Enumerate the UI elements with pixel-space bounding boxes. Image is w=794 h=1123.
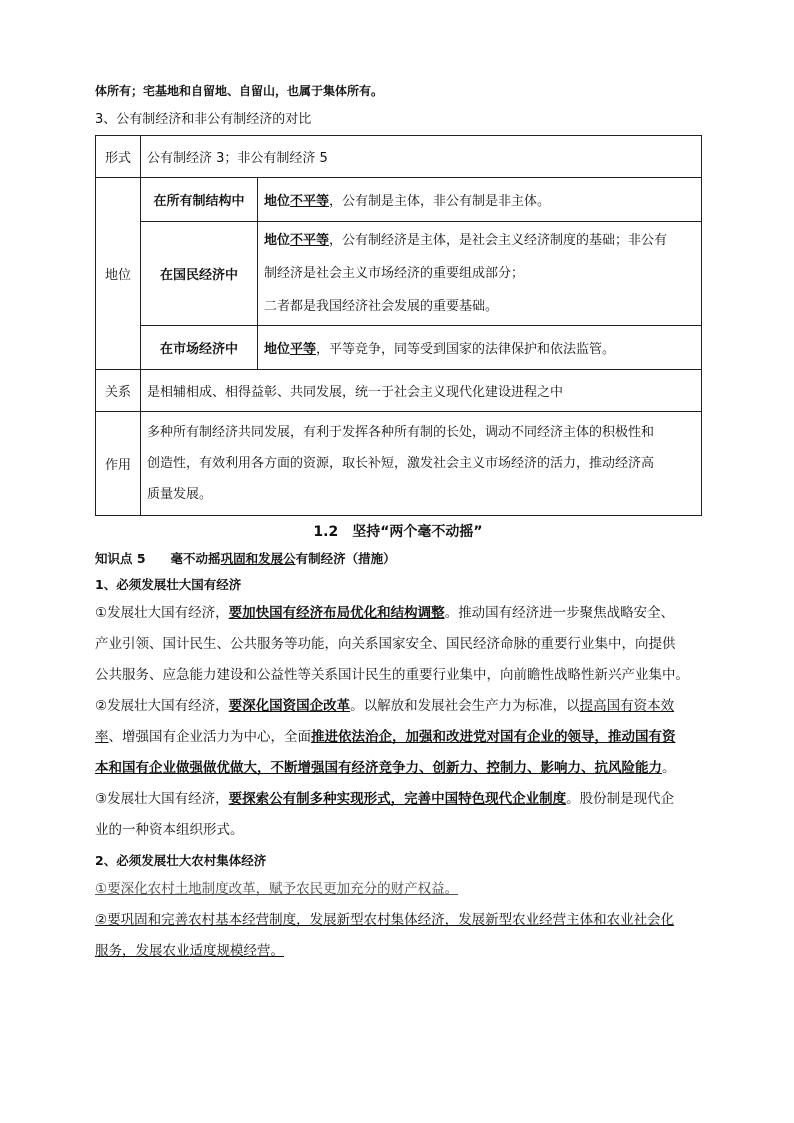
section3-heading: 3、公有制经济和非公有制经济的对比 [95, 112, 312, 127]
status-sub-national: 在国民经济中 [141, 222, 258, 326]
subsection-1-heading: 1、必须发展壮大国有经济 [95, 577, 242, 592]
table-row [96, 178, 702, 222]
paragraph-1: ①发展壮大国有经济，要加快国有经济布局优化和结构调整。推动国有经济进一步聚焦战略安全、 产业引领、国计民生、公共服务等功能，向关系国家安全、国民经济命脉的重要行业集中，向提供 公共服务、应急能力建设和公益性等关系国计民生的重要行业集中，向前瞻性战略性新兴产业集中。 [95, 605, 689, 683]
table-row [96, 326, 702, 370]
table-row [96, 222, 702, 326]
status-sub-market: 在市场经济中 [141, 326, 258, 370]
relation-value: 是相辅相成、相得益彰、共同发展，统一于社会主义现代化建设进程之中 [141, 370, 702, 412]
relation-label: 关系 [96, 370, 141, 412]
status-national-text: 地位不平等，公有制经济是主体，是社会主义经济制度的基础；非公有 制经济是社会主义市场经济的重要组成部分； 二者都是我国经济社会发展的重要基础。 [258, 222, 702, 326]
status-ownership-text: 地位不平等，公有制是主体，非公有制是非主体。 [258, 178, 702, 222]
paragraph-4: ①要深化农村土地制度改革，赋予农民更加充分的财产权益。 [95, 881, 459, 897]
paragraph-5: ②要巩固和完善农村基本经营制度，发展新型农村集体经济，发展新型农业经营主体和农业社会化 服务，发展农业适度规模经营。 [95, 912, 675, 959]
status-label: 地位 [96, 178, 141, 370]
table-row [96, 412, 702, 516]
subsection-2-heading: 2、必须发展壮大农村集体经济 [95, 853, 267, 868]
paragraph-3: ③发展壮大国有经济，要探索公有制多种实现形式，完善中国特色现代企业制度。股份制是现代企 业的一种资本组织形式。 [95, 791, 675, 838]
status-market-text: 地位平等，平等竞争，同等受到国家的法律保护和依法监管。 [258, 326, 702, 370]
section-title: 1.2 坚持“两个毫不动摇” [313, 524, 483, 540]
document-page [95, 80, 701, 967]
table-row [96, 136, 702, 178]
table-row [96, 370, 702, 412]
effect-value: 多种所有制经济共同发展，有利于发挥各种所有制的长处，调动不同经济主体的积极性和 创造性，有效利用各方面的资源，取长补短，激发社会主义市场经济的活力，推动经济高 质量发展。 [141, 412, 702, 516]
knowledge-point-heading: 知识点 5 毫不动摇巩固和发展公有制经济（措施） [95, 551, 396, 566]
form-label: 形式 [96, 136, 141, 178]
comparison-table [95, 135, 702, 516]
form-value: 公有制经济 3；非公有制经济 5 [141, 136, 702, 178]
status-sub-ownership: 在所有制结构中 [141, 178, 258, 222]
paragraph-2: ②发展壮大国有经济，要深化国资国企改革。以解放和发展社会生产力为标准，以提高国有资本效 率、增强国有企业活力为中心，全面推进依法治企，加强和改进党对国有企业的领导，推动国有资 本和国有企业做强做优做大，不断增强国有经济竞争力、创新力、控制力、影响力、抗风险能力。 [95, 698, 676, 776]
intro-text: 体所有；宅基地和自留地、自留山，也属于集体所有。 [95, 84, 384, 98]
effect-label: 作用 [96, 412, 141, 516]
